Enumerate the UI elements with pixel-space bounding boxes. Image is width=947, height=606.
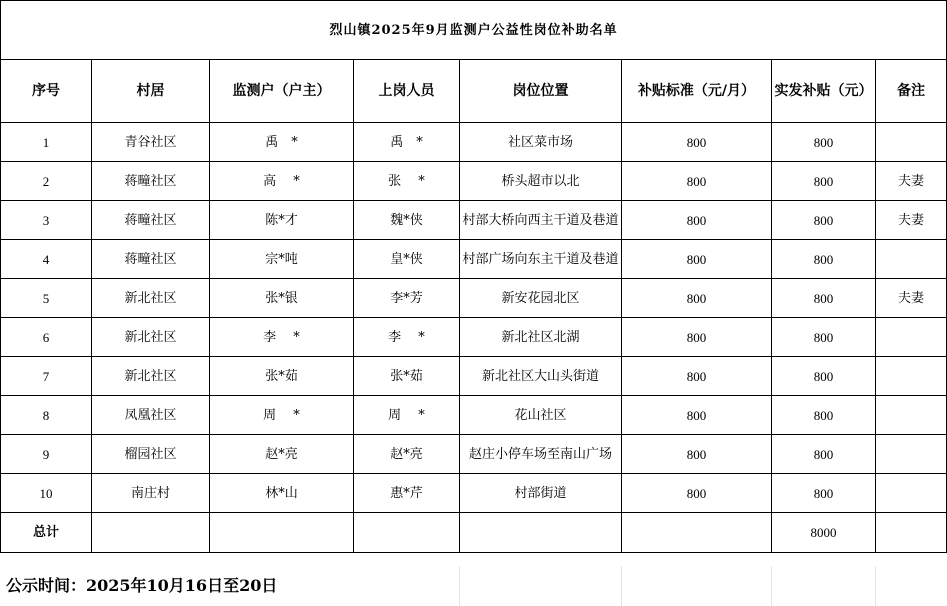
cell-remark	[876, 435, 947, 474]
publicity-period: 公示时间：2025年10月16日至20日	[6, 576, 278, 595]
cell-position: 花山社区	[460, 396, 622, 435]
table-row	[1, 435, 947, 474]
cell-worker: 魏*侠	[354, 201, 460, 240]
table-row	[1, 201, 947, 240]
cell-village: 蒋疃社区	[92, 240, 210, 279]
header-position: 岗位位置	[460, 60, 622, 123]
cell-standard: 800	[622, 201, 772, 240]
cell-position: 赵庄小停车场至南山广场	[460, 435, 622, 474]
cell-household: 陈*才	[210, 201, 354, 240]
cell-remark	[876, 474, 947, 513]
cell-standard: 800	[622, 357, 772, 396]
cell-village: 凤凰社区	[92, 396, 210, 435]
cell-remark: 夫妻	[876, 279, 947, 318]
cell-standard: 800	[622, 162, 772, 201]
cell-household: 高 *	[210, 162, 354, 201]
cell-seq: 6	[1, 318, 92, 357]
cell-actual: 800	[772, 357, 876, 396]
table-row	[1, 162, 947, 201]
cell-household: 林*山	[210, 474, 354, 513]
cell-worker: 惠*芹	[354, 474, 460, 513]
cell-remark	[876, 318, 947, 357]
cell-position: 桥头超市以北	[460, 162, 622, 201]
header-household: 监测户（户主）	[210, 60, 354, 123]
cell-village: 青谷社区	[92, 123, 210, 162]
table-body	[1, 123, 947, 513]
cell-standard: 800	[622, 318, 772, 357]
cell-remark	[876, 357, 947, 396]
table-row	[1, 279, 947, 318]
cell-standard: 800	[622, 123, 772, 162]
header-worker: 上岗人员	[354, 60, 460, 123]
cell-seq: 9	[1, 435, 92, 474]
cell-position: 新北社区北湖	[460, 318, 622, 357]
cell-standard: 800	[622, 435, 772, 474]
total-empty-cell	[92, 513, 210, 553]
table-row	[1, 240, 947, 279]
cell-household: 周 *	[210, 396, 354, 435]
total-row	[1, 513, 947, 553]
cell-village: 新北社区	[92, 318, 210, 357]
total-empty-cell	[460, 513, 622, 553]
cell-actual: 800	[772, 240, 876, 279]
cell-standard: 800	[622, 279, 772, 318]
cell-village: 榴园社区	[92, 435, 210, 474]
cell-remark	[876, 123, 947, 162]
cell-village: 蒋疃社区	[92, 201, 210, 240]
cell-position: 社区菜市场	[460, 123, 622, 162]
cell-actual: 800	[772, 474, 876, 513]
total-empty-cell	[210, 513, 354, 553]
cell-worker: 张*茹	[354, 357, 460, 396]
cell-actual: 800	[772, 279, 876, 318]
cell-actual: 800	[772, 201, 876, 240]
cell-village: 新北社区	[92, 357, 210, 396]
total-actual: 8000	[772, 513, 876, 553]
cell-village: 蒋疃社区	[92, 162, 210, 201]
table-row	[1, 357, 947, 396]
total-empty-cell	[622, 513, 772, 553]
cell-actual: 800	[772, 396, 876, 435]
cell-village: 南庄村	[92, 474, 210, 513]
table-row	[1, 474, 947, 513]
page-title: 烈山镇2025年9月监测户公益性岗位补助名单	[1, 1, 947, 60]
sheet-gridline	[621, 566, 622, 606]
header-seq: 序号	[1, 60, 92, 123]
cell-remark	[876, 240, 947, 279]
sheet-gridline	[771, 566, 772, 606]
cell-position: 村部广场向东主干道及巷道	[460, 240, 622, 279]
total-empty-cell	[354, 513, 460, 553]
sheet-gridline	[459, 566, 460, 606]
cell-worker: 赵*亮	[354, 435, 460, 474]
cell-worker: 周 *	[354, 396, 460, 435]
header-actual: 实发补贴（元）	[772, 60, 876, 123]
cell-actual: 800	[772, 435, 876, 474]
cell-remark: 夫妻	[876, 162, 947, 201]
cell-seq: 7	[1, 357, 92, 396]
cell-seq: 3	[1, 201, 92, 240]
cell-worker: 张 *	[354, 162, 460, 201]
header-standard: 补贴标准（元/月）	[622, 60, 772, 123]
cell-seq: 8	[1, 396, 92, 435]
cell-worker: 李*芳	[354, 279, 460, 318]
total-empty-cell	[876, 513, 947, 553]
table-row	[1, 318, 947, 357]
cell-actual: 800	[772, 162, 876, 201]
sheet-gridline	[875, 566, 876, 606]
header-village: 村居	[92, 60, 210, 123]
cell-position: 村部大桥向西主干道及巷道	[460, 201, 622, 240]
cell-household: 张*银	[210, 279, 354, 318]
cell-worker: 李 *	[354, 318, 460, 357]
cell-actual: 800	[772, 123, 876, 162]
cell-remark: 夫妻	[876, 201, 947, 240]
cell-worker: 皇*侠	[354, 240, 460, 279]
cell-household: 宗*吨	[210, 240, 354, 279]
table-row	[1, 396, 947, 435]
cell-worker: 禹 *	[354, 123, 460, 162]
cell-actual: 800	[772, 318, 876, 357]
cell-position: 村部街道	[460, 474, 622, 513]
cell-seq: 2	[1, 162, 92, 201]
cell-standard: 800	[622, 396, 772, 435]
cell-standard: 800	[622, 474, 772, 513]
cell-household: 禹 *	[210, 123, 354, 162]
cell-remark	[876, 396, 947, 435]
cell-seq: 5	[1, 279, 92, 318]
cell-seq: 10	[1, 474, 92, 513]
table-row	[1, 123, 947, 162]
cell-standard: 800	[622, 240, 772, 279]
cell-seq: 1	[1, 123, 92, 162]
header-remark: 备注	[876, 60, 947, 123]
cell-position: 新安花园北区	[460, 279, 622, 318]
cell-household: 张*茹	[210, 357, 354, 396]
total-label: 总计	[1, 513, 92, 553]
cell-village: 新北社区	[92, 279, 210, 318]
cell-household: 赵*亮	[210, 435, 354, 474]
cell-household: 李 *	[210, 318, 354, 357]
cell-seq: 4	[1, 240, 92, 279]
cell-position: 新北社区大山头街道	[460, 357, 622, 396]
header-row	[1, 60, 947, 123]
